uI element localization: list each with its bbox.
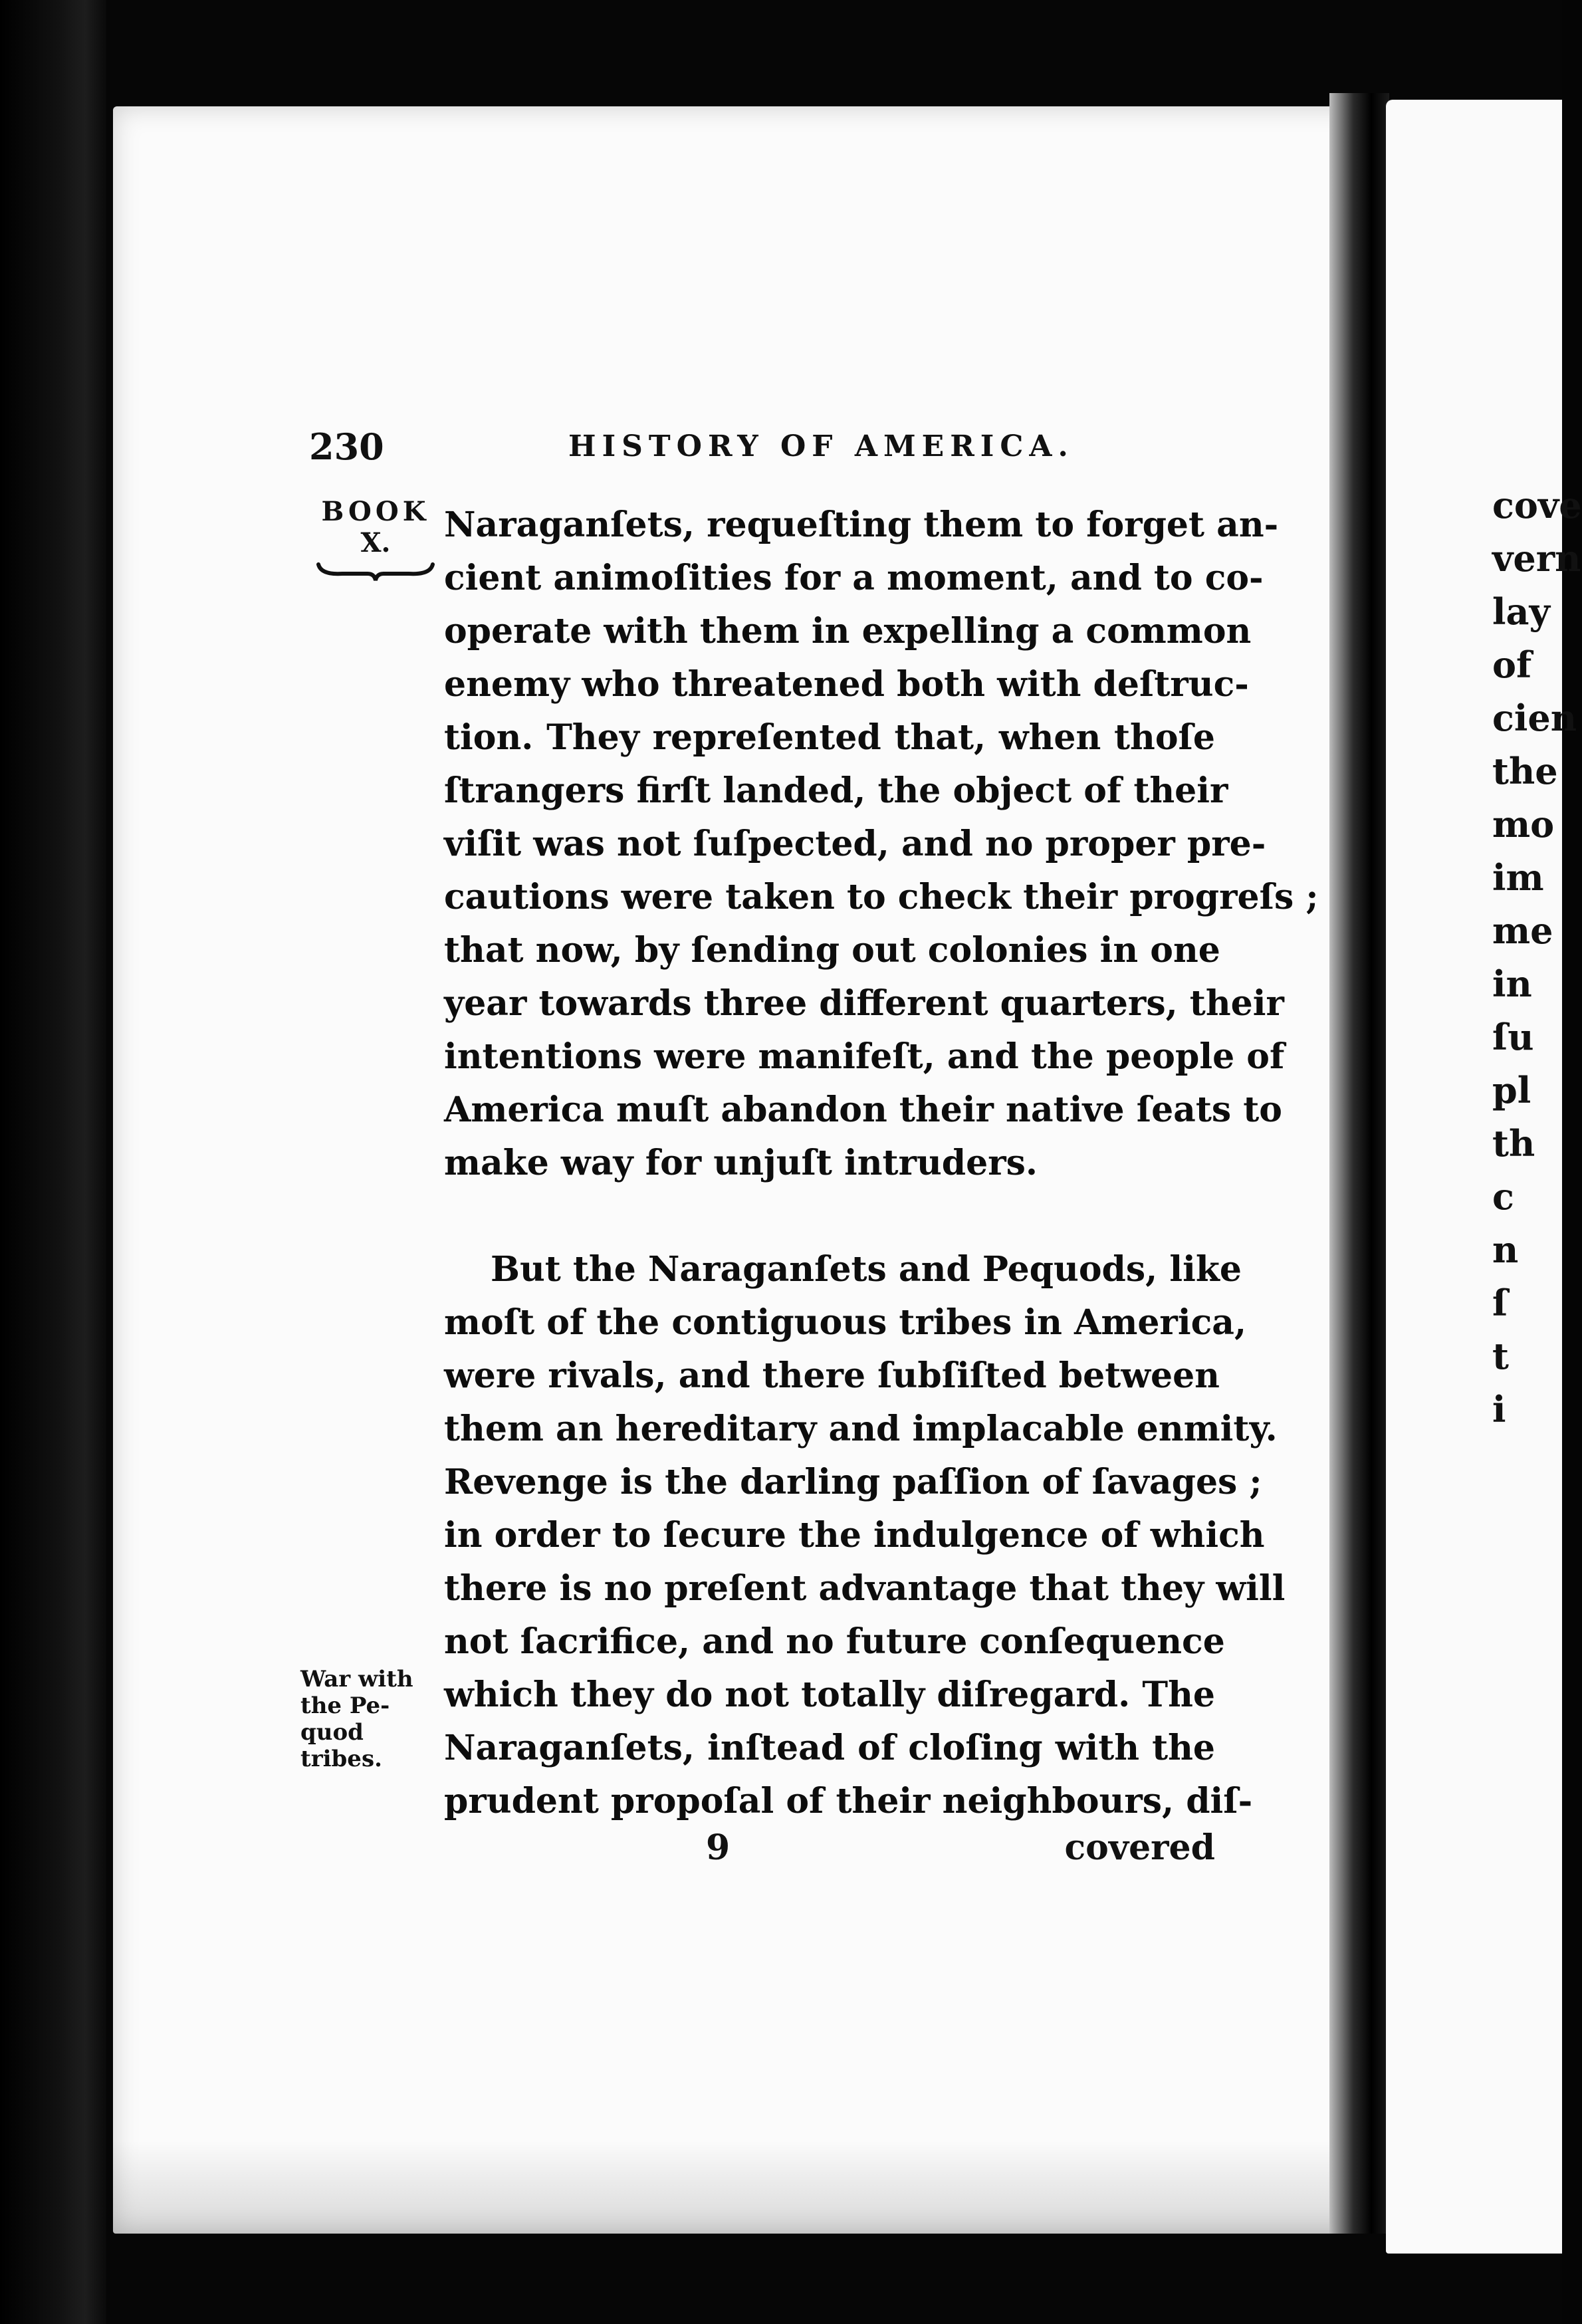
text-line: that now, by ſending out colonies in one [444,930,1220,971]
marginal-note-line: tribes. [300,1746,382,1772]
text-line: viſit was not ſuſpected, and no proper pre- [444,824,1266,864]
text-line: prudent propoſal of their neighbours, diſ- [444,1781,1253,1821]
marginal-note-line: War with [300,1666,413,1692]
book-marker [312,495,439,595]
facing-page-fragment: the [1492,750,1558,792]
text-line: which they do not totally diſregard. The [444,1675,1215,1715]
facing-page-fragment: im [1492,856,1544,899]
page-edge-wear [113,2141,1376,2234]
text-line: Revenge is the darling paſſion of ſavages ; [444,1462,1262,1502]
text-line: America muſt abandon their native ſeats to [444,1090,1282,1130]
facing-page-fragment: ſu [1492,1016,1534,1058]
text-line: But the Naraganſets and Pequods, like [491,1249,1242,1290]
facing-page-fragment: t [1492,1335,1509,1377]
text-line: enemy who threatened both with deſtruc- [444,664,1249,705]
body-text [444,499,1319,1828]
text-line: Naraganſets, inſtead of cloſing with the [444,1728,1215,1768]
facing-page-fragment: pl [1492,1069,1531,1111]
running-title: HISTORY OF AMERICA. [568,429,1074,463]
facing-page-fragment: me [1492,909,1553,952]
brace-ornament-icon [316,559,435,582]
running-head [309,420,1220,473]
text-line: year towards three different quarters, their [444,983,1284,1024]
catchword: covered [1064,1827,1215,1868]
book-label: BOOK [321,496,430,527]
text-line: cautions were taken to check their progreſs ; [444,877,1319,917]
text-line: there is no preſent advantage that they will [444,1568,1286,1609]
book-number: X. [360,527,391,558]
text-line: operate with them in expelling a common [444,611,1252,651]
text-line: not ſacrifice, and no future conſequence [444,1621,1225,1662]
text-line: intentions were manifeſt, and the people of [444,1036,1285,1077]
book-gutter [1329,93,1389,2234]
text-line: make way for unjuſt intruders. [444,1143,1038,1183]
facing-page-fragment: lay [1492,590,1550,633]
facing-page-fragment: of [1492,643,1532,686]
left-binding-shadow [0,0,106,2324]
facing-page-fragment: in [1492,963,1532,1005]
text-line: in order to ſecure the indulgence of which [444,1515,1265,1556]
facing-page-fragment: i [1492,1388,1506,1431]
text-line: Naraganſets, requeſting them to forget an- [444,505,1279,545]
text-line: were rivals, and there ſubſiſted between [444,1355,1220,1396]
text-line: cient animoſities for a moment, and to co- [444,558,1264,598]
facing-page-fragment: vern [1492,537,1581,580]
page-number: 230 [309,425,384,468]
text-line: moſt of the contiguous tribes in America, [444,1302,1247,1343]
facing-page-fragment: ſ [1492,1282,1508,1324]
marginal-note [300,1666,433,1772]
text-line: ſtrangers firſt landed, the object of their [444,770,1228,811]
facing-page-fragment: cove [1492,484,1582,526]
facing-page-fragment: mo [1492,803,1555,846]
facing-page-text-fragments [1492,479,1582,1436]
facing-page-fragment: c [1492,1175,1514,1218]
text-line: tion. They repreſented that, when thoſe [444,717,1215,758]
text-line: them an hereditary and implacable enmity. [444,1409,1278,1449]
paragraph-gap [444,1190,1215,1243]
facing-page-fragment: th [1492,1122,1535,1165]
facing-page-fragment: n [1492,1228,1519,1271]
marginal-note-line: the Pe- [300,1692,390,1719]
facing-page-fragment: cien [1492,697,1577,739]
signature-mark: 9 [706,1827,731,1868]
marginal-note-line: quod [300,1719,364,1746]
